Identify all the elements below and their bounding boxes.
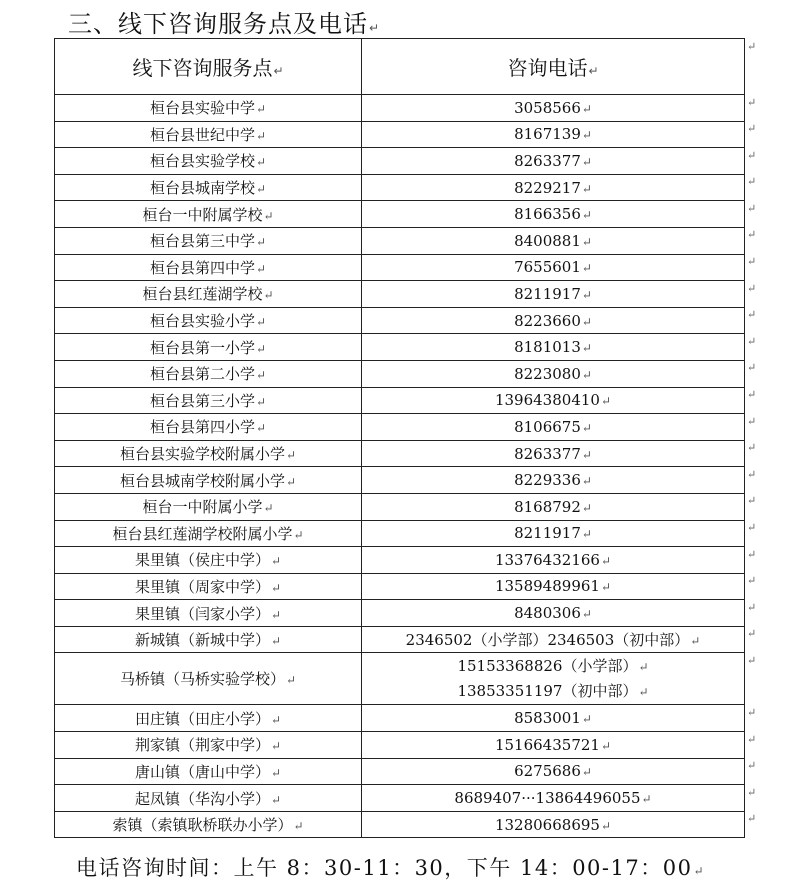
table-row — [55, 705, 745, 732]
location-cell: 马桥镇（马桥实验学校）↵ — [55, 653, 362, 705]
table-row — [55, 227, 745, 254]
phone-number: 8166356↵ — [514, 205, 592, 224]
table-row — [55, 440, 745, 467]
location-cell: 桓台县实验小学↵ — [55, 307, 362, 334]
location-name: 桓台一中附属学校 — [142, 205, 263, 224]
table-row — [55, 520, 745, 547]
location-cell: 桓台县第四小学↵ — [55, 414, 362, 441]
phone-cell — [362, 174, 745, 201]
row-end-mark: ↵ — [747, 467, 757, 481]
location-cell: 桓台县城南学校↵ — [55, 174, 362, 201]
phone-number: 8583001↵ — [514, 709, 592, 728]
phone-cell — [362, 493, 745, 520]
location-cell: 桓台县实验学校↵ — [55, 148, 362, 175]
table-row — [55, 307, 745, 334]
table-row — [55, 201, 745, 228]
row-end-mark: ↵ — [747, 122, 757, 136]
table-row — [55, 95, 745, 122]
location-name: 果里镇（闫家小学） — [134, 604, 270, 623]
location-cell: 桓台一中附属小学↵ — [55, 493, 362, 520]
location-name: 桓台县实验学校 — [149, 152, 255, 171]
location-name: 桓台县城南学校附属小学 — [119, 471, 285, 490]
location-name: 荆家镇（荆家中学） — [134, 736, 270, 755]
location-name: 果里镇（侯庄中学） — [134, 551, 270, 570]
table-row — [55, 121, 745, 148]
location-name: 桓台县第三小学 — [149, 391, 255, 410]
location-name: 桓台县第二小学 — [149, 365, 255, 384]
location-cell: 桓台县实验学校附属小学↵ — [55, 440, 362, 467]
table-row — [55, 360, 745, 387]
row-end-mark: ↵ — [747, 39, 757, 53]
location-name: 桓台县第四中学 — [149, 258, 255, 277]
location-cell: 新城镇（新城中学）↵ — [55, 626, 362, 653]
phone-number: 8400881↵ — [514, 231, 592, 250]
location-cell: 桓台县第二小学↵ — [55, 360, 362, 387]
phone-number: 2346502（小学部）2346503（初中部）↵ — [405, 631, 701, 650]
row-end-mark: ↵ — [747, 201, 757, 215]
table-row — [55, 467, 745, 494]
phone-cell — [362, 811, 745, 838]
location-name: 果里镇（周家中学） — [134, 577, 270, 596]
row-end-mark: ↵ — [747, 521, 757, 534]
location-cell: 桓台县城南学校附属小学↵ — [55, 467, 362, 494]
location-cell: 果里镇（闫家小学）↵ — [55, 600, 362, 627]
table-row — [55, 785, 745, 812]
table-row — [55, 414, 745, 441]
header-phone: 咨询电话↵ — [362, 39, 745, 95]
row-end-mark: ↵ — [747, 547, 757, 561]
phone-number: 15166435721↵ — [494, 735, 612, 754]
location-name: 桓台县第一小学 — [149, 338, 255, 357]
phone-number: 8181013↵ — [514, 338, 592, 357]
consult-table — [54, 38, 745, 838]
row-end-mark: ↵ — [747, 705, 757, 719]
section-heading: 三、线下咨询服务点及电话↵ — [68, 10, 381, 38]
phone-number: 8168792↵ — [514, 497, 592, 516]
location-name: 起凤镇（华沟小学） — [134, 789, 270, 808]
row-end-mark: ↵ — [747, 175, 757, 189]
table-row — [55, 758, 745, 785]
table-row — [55, 334, 745, 361]
location-cell: 桓台县实验中学↵ — [55, 95, 362, 122]
phone-cell — [362, 254, 745, 281]
phone-number: 8223660↵ — [514, 311, 592, 330]
row-end-mark: ↵ — [747, 95, 757, 109]
location-name: 桓台县第三中学 — [149, 232, 255, 251]
phone-cell — [362, 414, 745, 441]
row-end-mark: ↵ — [747, 441, 757, 455]
phone-number: 8263377↵ — [514, 151, 592, 170]
phone-cell — [362, 387, 745, 414]
row-end-mark: ↵ — [747, 785, 757, 799]
phone-cell — [362, 334, 745, 361]
phone-number: 8229217↵ — [514, 178, 592, 197]
location-cell: 起凤镇（华沟小学）↵ — [55, 785, 362, 812]
phone-cell — [362, 148, 745, 175]
location-name: 马桥镇（马桥实验学校） — [119, 670, 285, 689]
phone-cell — [362, 95, 745, 122]
phone-number: 7655601↵ — [514, 258, 592, 277]
phone-number: 8229336↵ — [514, 471, 592, 490]
phone-cell — [362, 785, 745, 812]
phone-cell — [362, 653, 745, 705]
phone-number: 13376432166↵ — [494, 550, 612, 569]
phone-number: 8211917↵ — [514, 284, 592, 303]
row-end-mark: ↵ — [747, 653, 757, 667]
phone-number: 8167139↵ — [514, 125, 592, 144]
location-name: 桓台县城南学校 — [149, 179, 255, 198]
row-end-mark: ↵ — [747, 334, 757, 348]
table-row — [55, 653, 745, 705]
phone-cell — [362, 626, 745, 653]
location-name: 桓台县第四小学 — [149, 418, 255, 437]
phone-cell — [362, 307, 745, 334]
phone-number: 15153368826（小学部）↵ — [457, 656, 649, 675]
phone-cell — [362, 121, 745, 148]
phone-number: 8211917↵ — [514, 524, 592, 543]
phone-number: 8689407···13864496055↵ — [454, 789, 652, 808]
location-cell: 桓台县红莲湖学校附属小学↵ — [55, 520, 362, 547]
phone-cell — [362, 600, 745, 627]
phone-cell — [362, 547, 745, 574]
location-name: 桓台县实验中学 — [149, 99, 255, 118]
phone-number: 8223080↵ — [514, 364, 592, 383]
location-cell: 荆家镇（荆家中学）↵ — [55, 732, 362, 759]
location-cell: 唐山镇（唐山中学）↵ — [55, 758, 362, 785]
location-cell: 田庄镇（田庄小学）↵ — [55, 705, 362, 732]
row-end-mark: ↵ — [747, 255, 757, 269]
row-end-mark: ↵ — [747, 281, 757, 295]
row-end-mark: ↵ — [747, 494, 757, 508]
phone-cell — [362, 281, 745, 308]
location-cell: 果里镇（周家中学）↵ — [55, 573, 362, 600]
phone-number: 13853351197（初中部）↵ — [457, 681, 649, 700]
phone-number: 13964380410↵ — [494, 391, 612, 410]
location-name: 新城镇（新城中学） — [134, 631, 270, 650]
phone-number: 13589489961↵ — [494, 577, 612, 596]
phone-cell — [362, 201, 745, 228]
table-header-row — [55, 39, 745, 95]
location-cell: 桓台县红莲湖学校↵ — [55, 281, 362, 308]
row-end-mark: ↵ — [747, 414, 757, 428]
location-name: 桓台县世纪中学 — [149, 125, 255, 144]
location-cell: 果里镇（侯庄中学）↵ — [55, 547, 362, 574]
row-end-mark: ↵ — [747, 627, 757, 641]
row-end-mark: ↵ — [747, 600, 757, 614]
phone-cell — [362, 467, 745, 494]
location-name: 桓台县实验学校附属小学 — [119, 445, 285, 464]
phone-number: 8263377↵ — [514, 444, 592, 463]
table-row — [55, 547, 745, 574]
phone-cell — [362, 573, 745, 600]
table-row — [55, 281, 745, 308]
location-cell: 桓台县第四中学↵ — [55, 254, 362, 281]
table-row — [55, 811, 745, 838]
location-cell: 桓台一中附属学校↵ — [55, 201, 362, 228]
location-cell: 索镇（索镇耿桥联办小学）↵ — [55, 811, 362, 838]
location-cell: 桓台县第一小学↵ — [55, 334, 362, 361]
location-name: 桓台一中附属小学 — [142, 498, 263, 517]
phone-number: 13280668695↵ — [494, 815, 612, 834]
phone-number: 8106675↵ — [514, 417, 592, 436]
phone-cell — [362, 520, 745, 547]
row-end-mark: ↵ — [747, 732, 757, 746]
location-cell: 桓台县第三中学↵ — [55, 227, 362, 254]
phone-number: 3058566↵ — [514, 98, 592, 117]
row-end-mark: ↵ — [747, 574, 757, 588]
row-end-mark: ↵ — [747, 388, 757, 402]
row-end-mark: ↵ — [747, 361, 757, 375]
row-end-mark: ↵ — [747, 759, 757, 773]
table-row — [55, 732, 745, 759]
table-row — [55, 254, 745, 281]
location-name: 桓台县实验小学 — [149, 312, 255, 331]
table-row — [55, 573, 745, 600]
location-name: 田庄镇（田庄小学） — [134, 709, 270, 728]
table-row — [55, 600, 745, 627]
table-row — [55, 493, 745, 520]
row-end-mark: ↵ — [747, 228, 757, 242]
phone-cell — [362, 440, 745, 467]
location-name: 桓台县红莲湖学校 — [142, 285, 263, 304]
phone-cell — [362, 227, 745, 254]
table-row — [55, 626, 745, 653]
table-row — [55, 148, 745, 175]
phone-cell — [362, 732, 745, 759]
phone-number: 6275686↵ — [514, 762, 592, 781]
row-end-mark: ↵ — [747, 812, 757, 826]
phone-cell — [362, 758, 745, 785]
location-name: 桓台县红莲湖学校附属小学 — [112, 524, 293, 543]
row-end-mark: ↵ — [747, 148, 757, 162]
phone-number: 8480306↵ — [514, 604, 592, 623]
location-cell: 桓台县第三小学↵ — [55, 387, 362, 414]
consult-hours: 电话咨询时间：上午 8：30-11：30，下午 14：00-17：00↵ — [76, 856, 706, 880]
row-end-mark: ↵ — [747, 308, 757, 322]
header-location: 线下咨询服务点↵ — [55, 39, 362, 95]
table-row — [55, 387, 745, 414]
phone-cell — [362, 360, 745, 387]
table-row — [55, 174, 745, 201]
location-name: 索镇（索镇耿桥联办小学） — [112, 816, 293, 835]
location-cell: 桓台县世纪中学↵ — [55, 121, 362, 148]
location-name: 唐山镇（唐山中学） — [134, 762, 270, 781]
phone-cell — [362, 705, 745, 732]
